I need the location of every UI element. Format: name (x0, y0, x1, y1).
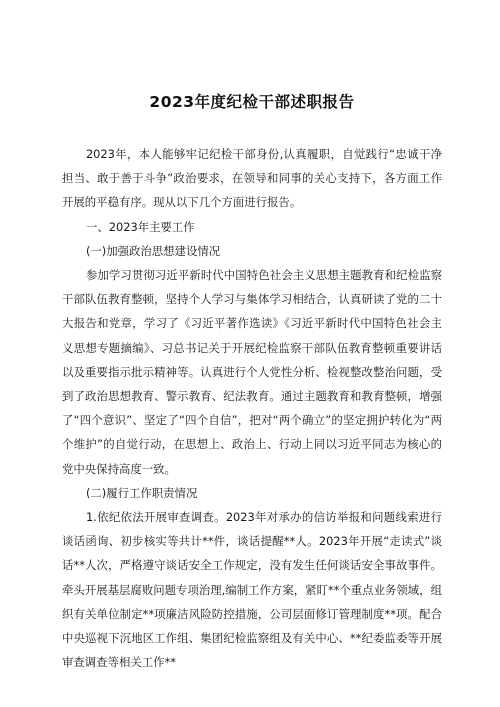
subsection-heading-political: (一)加强政治思想建设情况 (85, 243, 221, 258)
page-title: 2023年度纪检干部述职报告 (149, 93, 355, 111)
subsection-heading-duties: (二)履行工作职责情况 (85, 485, 198, 500)
intro-paragraph: 2023年，本人能够牢记纪检干部身份,认真履职，自觉践行“忠诚干净担当、敢于善于斗争”政治要求，在领导和同事的关心支持下，各方面工作开展的平稳有序。现从以下几个方面进行报告。 (62, 147, 442, 210)
section-heading-main-work: 一、2023年主要工作 (85, 219, 195, 234)
duties-paragraph: 1.依纪依法开展审查调查。2023年对承办的信访举报和问题线索进行谈话函询、初步核实等共计**件，谈话提醒**人。2023年开展“走读式”谈话**人次，严格遵守谈话安全工作规定，没有发生任何谈话安全事故事件。牵头开展基层腐败问题专项治理,编制工作方案，紧盯**个重点业务领域，组织有关单位制定**项廉洁风险防控措施，公司层面修订管理制度**项。配合中央巡视下沉地区工作组、集团纪检监察组及有关中心、**纪委监委等开展审查调查等相关工作** (62, 510, 442, 670)
political-paragraph: 参加学习贯彻习近平新时代中国特色社会主义思想主题教育和纪检监察干部队伍教育整顿，坚持个人学习与集体学习相结合，认真研读了党的二十大报告和党章，学习了《习近平著作选读》《习近平新时代中国特色社会主义思想专题摘编》、习总书记关于开展纪检监察干部队伍教育整顿重要讲话以及重要指示批示精神等。认真进行个人党性分析、检视整改整治问题，受到了政治思想教育、警示教育、纪法教育。通过主题教育和教育整顿，增强了“四个意识”、坚定了“四个自信”，把对“两个确立”的坚定拥护转化为“两个维护”的自觉行动，在思想上、政治上、行动上同以习近平同志为核心的党中央保持高度一致。 (62, 268, 442, 476)
document-body (62, 142, 442, 674)
